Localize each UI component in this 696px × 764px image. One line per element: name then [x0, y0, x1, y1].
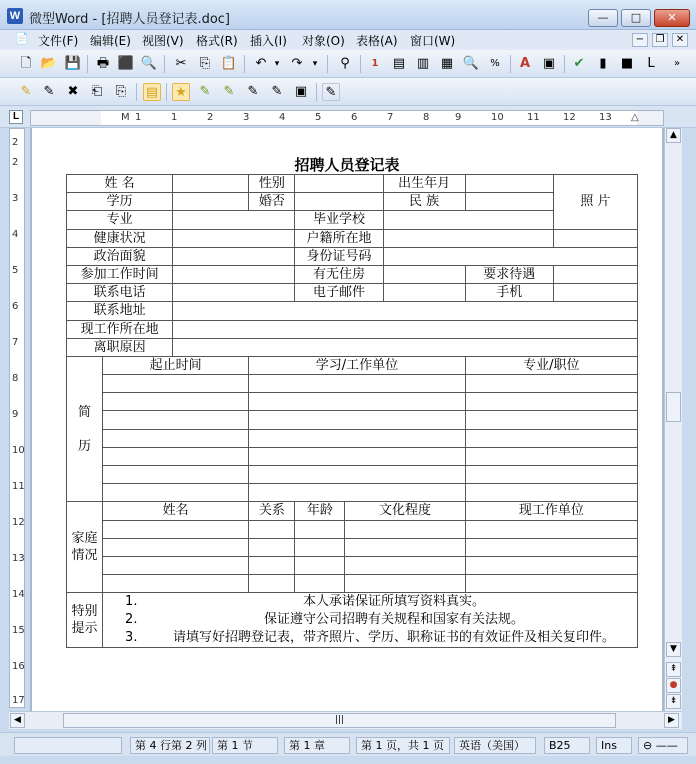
- reject-all-icon[interactable]: ✎: [271, 84, 283, 99]
- family-section-label: [67, 502, 103, 593]
- label-hukou: 户籍所在地: [295, 229, 383, 247]
- ruler-number: 9: [12, 409, 19, 420]
- toolbar-separator: [316, 83, 317, 101]
- family-cell[interactable]: [295, 520, 345, 538]
- status-section: 第 1 节: [212, 737, 278, 754]
- next-comment-icon[interactable]: ⎘: [115, 84, 127, 99]
- horizontal-scroll-thumb[interactable]: |||: [63, 713, 616, 728]
- highlight-icon[interactable]: ✎: [20, 84, 32, 99]
- edit-comment-icon[interactable]: ✎: [43, 84, 55, 99]
- page-number-icon[interactable]: 1: [371, 58, 379, 69]
- ruler-number: 8: [423, 112, 430, 123]
- doc-restore-button[interactable]: ❐: [652, 33, 668, 47]
- ruler-number: 5: [315, 112, 322, 123]
- copy-icon[interactable]: ⎘: [199, 56, 211, 71]
- label-gender: 性别: [249, 175, 295, 193]
- toolbar-separator: [136, 83, 137, 101]
- browse-object-icon[interactable]: ●: [666, 678, 681, 693]
- label-major: 专业: [67, 211, 173, 229]
- family-cell[interactable]: [103, 538, 249, 556]
- resume-cell[interactable]: [465, 429, 637, 447]
- field-leave-reason[interactable]: [173, 338, 638, 356]
- label-school: 毕业学校: [295, 211, 383, 229]
- ruler-number: 3: [12, 193, 19, 204]
- status-bar: [0, 732, 696, 756]
- item-text: 请填写好招聘登记表，带齐照片、学历、职称证书的有效证件及相关复印件。: [173, 630, 616, 646]
- status-cell: B25: [544, 737, 590, 754]
- redo-icon[interactable]: ↷: [291, 56, 303, 71]
- family-cell[interactable]: [295, 575, 345, 593]
- resume-cell[interactable]: [103, 429, 249, 447]
- spell-check-icon[interactable]: ✔: [573, 56, 585, 71]
- ruler-number: 6: [12, 301, 19, 312]
- family-cell[interactable]: [345, 575, 465, 593]
- ruler-number: 16: [12, 661, 25, 672]
- status-insert-mode[interactable]: Ins: [596, 737, 632, 754]
- document-area: [30, 128, 664, 711]
- frame-icon[interactable]: L: [647, 56, 655, 71]
- label-mobile: 手机: [465, 284, 553, 302]
- resume-cell[interactable]: [103, 484, 249, 502]
- toolbar-separator: [244, 55, 245, 73]
- resume-row: [67, 375, 638, 393]
- label-birth: 出生年月: [383, 175, 465, 193]
- document-title: 招聘人员登记表: [294, 156, 400, 174]
- family-cell[interactable]: [345, 538, 465, 556]
- scroll-right-icon[interactable]: ▶: [664, 713, 679, 728]
- form-row: [67, 284, 638, 302]
- label-email: 电子邮件: [295, 284, 383, 302]
- paste-icon[interactable]: 📋: [220, 56, 238, 71]
- resume-header-unit: 学习/工作单位: [249, 356, 465, 374]
- ruler-number: 1: [135, 112, 142, 123]
- reviewing-pane-icon[interactable]: ▣: [294, 84, 308, 99]
- resume-label-text: 简 历: [78, 404, 92, 454]
- next-page-icon[interactable]: ⇟: [666, 694, 681, 709]
- form-row: [67, 211, 638, 229]
- ruler-number: 1: [171, 112, 178, 123]
- label-political: 政治面貌: [67, 247, 173, 265]
- undo-icon[interactable]: ↶: [255, 56, 267, 71]
- field-birth[interactable]: [465, 175, 553, 193]
- ruler-number: 10: [12, 445, 25, 456]
- field-gender[interactable]: [295, 175, 383, 193]
- ruler-number: 4: [279, 112, 286, 123]
- form-row: [67, 320, 638, 338]
- family-cell[interactable]: [465, 575, 637, 593]
- print-icon[interactable]: 🖶: [96, 56, 110, 71]
- menu-window[interactable]: 窗口(W): [410, 34, 456, 48]
- track-changes-icon[interactable]: ▤: [143, 83, 161, 101]
- family-label-text: 家庭 情况: [71, 531, 98, 564]
- ruler-number: 2: [12, 137, 19, 148]
- item-text: 本人承诺保证所填写资料真实。: [303, 594, 486, 610]
- family-header-age: 年龄: [295, 502, 345, 520]
- family-cell[interactable]: [249, 520, 295, 538]
- label-idno: 身份证号码: [295, 247, 383, 265]
- field-phone[interactable]: [173, 284, 295, 302]
- ruler-number: 15: [12, 625, 25, 636]
- family-cell[interactable]: [249, 538, 295, 556]
- toolbar-separator: [360, 55, 361, 73]
- item-number: 2.: [125, 612, 138, 628]
- accept-change-icon[interactable]: ✎: [199, 84, 211, 99]
- field-name[interactable]: [173, 175, 249, 193]
- label-housing: 有无住房: [295, 265, 383, 283]
- chart-icon[interactable]: ▮: [599, 56, 607, 71]
- family-cell[interactable]: [465, 556, 637, 574]
- accept-all-icon[interactable]: ✎: [247, 84, 259, 99]
- reject-change-icon[interactable]: ✎: [223, 84, 235, 99]
- form-row: [67, 338, 638, 356]
- family-header-workplace: 现工作单位: [465, 502, 637, 520]
- toolbar-separator: [166, 83, 167, 101]
- field-email[interactable]: [383, 284, 465, 302]
- form-row: [67, 247, 638, 265]
- family-cell[interactable]: [103, 520, 249, 538]
- label-current-work: 现工作所在地: [67, 320, 173, 338]
- minimize-button[interactable]: —: [588, 9, 618, 27]
- menu-bar: [0, 30, 696, 50]
- family-cell[interactable]: [345, 556, 465, 574]
- resume-section-label: [67, 356, 103, 502]
- doc-minimize-button[interactable]: −: [632, 33, 648, 47]
- menu-view[interactable]: 视图(V): [142, 34, 184, 48]
- toolbar-separator: [164, 55, 165, 73]
- resume-cell[interactable]: [465, 393, 637, 411]
- zoom-percent-icon[interactable]: %: [490, 58, 500, 69]
- find-binoculars-icon[interactable]: ⚲: [340, 56, 350, 71]
- scroll-left-icon[interactable]: ◀: [10, 713, 25, 728]
- ruler-number: 13: [599, 112, 612, 123]
- vertical-scrollbar[interactable]: [664, 128, 682, 711]
- field-mobile[interactable]: [553, 284, 637, 302]
- declaration-item: [103, 611, 637, 629]
- field-address[interactable]: [173, 302, 638, 320]
- family-header-education: 文化程度: [345, 502, 465, 520]
- menu-table[interactable]: 表格(A): [356, 34, 398, 48]
- status-chapter: 第 1 章: [284, 737, 350, 754]
- field-idno[interactable]: [383, 247, 637, 265]
- ruler-number: 12: [563, 112, 576, 123]
- ruler-text-area: [101, 111, 637, 125]
- header-footer-icon[interactable]: ▤: [392, 56, 406, 71]
- ruler-number: 2: [207, 112, 214, 123]
- ruler-number: 5: [12, 265, 19, 276]
- text-box-icon[interactable]: ▣: [542, 56, 556, 71]
- review-toolbar: [0, 78, 696, 106]
- resume-cell[interactable]: [103, 411, 249, 429]
- resume-cell[interactable]: [249, 447, 465, 465]
- new-document-icon[interactable]: 🗋: [20, 56, 32, 71]
- zoom-icon[interactable]: 🔍: [462, 56, 480, 71]
- family-cell[interactable]: [295, 556, 345, 574]
- family-cell[interactable]: [249, 575, 295, 593]
- resume-row: [67, 411, 638, 429]
- undo-dropdown-icon[interactable]: ▾: [274, 59, 280, 69]
- ruler-number: 14: [12, 589, 25, 600]
- field-ethnicity[interactable]: [465, 193, 553, 211]
- maximize-button[interactable]: □: [621, 9, 651, 27]
- scroll-up-icon[interactable]: ▲: [666, 128, 681, 143]
- resume-cell[interactable]: [465, 411, 637, 429]
- field-treatment[interactable]: [553, 265, 637, 283]
- item-text: 保证遵守公司招聘有关规程和国家有关法规。: [264, 612, 525, 628]
- window-title: 微型Word - [招聘人员登记表.doc]: [29, 12, 230, 27]
- registration-form-table[interactable]: [66, 174, 638, 648]
- resume-cell[interactable]: [103, 466, 249, 484]
- ruler-indent-marker[interactable]: M: [121, 112, 130, 123]
- ruler-number: 3: [243, 112, 250, 123]
- word-app-icon[interactable]: W: [7, 8, 23, 24]
- title-bar: [0, 0, 696, 30]
- delete-comment-icon[interactable]: ✖: [67, 84, 79, 99]
- ruler-number: 17: [12, 695, 25, 706]
- family-row: [67, 538, 638, 556]
- label-education: 学历: [67, 193, 173, 211]
- item-number: 3.: [125, 630, 138, 646]
- form-row: [67, 302, 638, 320]
- form-row: [67, 265, 638, 283]
- object-icon[interactable]: ■: [620, 56, 634, 71]
- toolbar-separator: [327, 55, 328, 73]
- item-number: 1.: [125, 594, 138, 610]
- field-hukou[interactable]: [383, 229, 553, 247]
- resume-cell[interactable]: [465, 466, 637, 484]
- resume-row: [67, 429, 638, 447]
- ruler-number: 6: [351, 112, 358, 123]
- field-worktime[interactable]: [173, 265, 295, 283]
- declaration-row: [67, 593, 638, 648]
- family-cell[interactable]: [249, 556, 295, 574]
- status-page: 第 1 页，共 1 页: [356, 737, 450, 754]
- label-phone: 联系电话: [67, 284, 173, 302]
- page-layout-icon[interactable]: ▥: [416, 56, 430, 71]
- field-major[interactable]: [173, 211, 295, 229]
- resume-cell[interactable]: [103, 447, 249, 465]
- field-marital[interactable]: [295, 193, 383, 211]
- resume-header-period: 起止时间: [103, 356, 249, 374]
- family-cell[interactable]: [465, 520, 637, 538]
- family-cell[interactable]: [465, 538, 637, 556]
- horizontal-scrollbar[interactable]: [9, 711, 682, 729]
- toolbar-separator: [564, 55, 565, 73]
- doc-close-button[interactable]: ✕: [672, 33, 688, 47]
- resume-cell[interactable]: [465, 375, 637, 393]
- family-cell[interactable]: [295, 538, 345, 556]
- resume-row: [67, 447, 638, 465]
- resume-cell[interactable]: [249, 466, 465, 484]
- family-cell[interactable]: [345, 520, 465, 538]
- label-marital: 婚否: [249, 193, 295, 211]
- declaration-item: [103, 629, 637, 647]
- resume-cell[interactable]: [249, 484, 465, 502]
- open-folder-icon[interactable]: 📂: [40, 56, 58, 71]
- scroll-thumb[interactable]: [666, 392, 681, 422]
- font-color-icon[interactable]: A: [519, 56, 531, 71]
- zoom-slider[interactable]: ⊖ ——: [638, 737, 688, 754]
- ruler-number: 12: [12, 517, 25, 528]
- menu-insert[interactable]: 插入(I): [250, 34, 287, 48]
- show-markup-icon[interactable]: ★: [172, 83, 190, 101]
- ruler-number: 10: [491, 112, 504, 123]
- tab-stop-selector[interactable]: L: [9, 110, 23, 124]
- compare-documents-icon[interactable]: ✎: [322, 83, 340, 101]
- menu-object[interactable]: 对象(O): [302, 34, 345, 48]
- ruler-number: 8: [12, 373, 19, 384]
- label-name: 姓 名: [67, 175, 173, 193]
- status-empty: [14, 737, 122, 754]
- vertical-ruler[interactable]: [9, 128, 25, 708]
- save-icon[interactable]: 💾: [64, 56, 82, 71]
- declaration-label: [67, 593, 103, 648]
- resume-cell[interactable]: [103, 375, 249, 393]
- ruler-number: 11: [12, 481, 25, 492]
- label-treatment: 要求待遇: [465, 265, 553, 283]
- redo-dropdown-icon[interactable]: ▾: [312, 59, 318, 69]
- resume-header-row: [67, 356, 638, 374]
- resume-cell[interactable]: [249, 393, 465, 411]
- horizontal-ruler-row: [0, 106, 696, 128]
- declaration-label-text: 特别 提示: [71, 604, 98, 637]
- ruler-number: 7: [387, 112, 394, 123]
- horizontal-ruler[interactable]: [30, 110, 664, 126]
- resume-row: [67, 484, 638, 502]
- resume-cell[interactable]: [465, 447, 637, 465]
- label-health: 健康状况: [67, 229, 173, 247]
- ruler-number: 9: [455, 112, 462, 123]
- document-menu-icon[interactable]: 📄: [15, 32, 29, 45]
- form-row: [67, 193, 638, 211]
- photo-cell[interactable]: 照 片: [553, 175, 637, 230]
- ruler-number: 2: [12, 157, 19, 168]
- ruler-number: 11: [527, 112, 540, 123]
- ruler-number: 7: [12, 337, 19, 348]
- form-row: [67, 229, 638, 247]
- family-header-name: 姓名: [103, 502, 249, 520]
- family-row: [67, 556, 638, 574]
- menu-file[interactable]: 文件(F): [38, 34, 79, 48]
- family-header-row: [67, 502, 638, 520]
- document-page[interactable]: [32, 128, 662, 711]
- field-housing[interactable]: [383, 265, 465, 283]
- previous-page-icon[interactable]: ⇞: [666, 662, 681, 677]
- resume-cell[interactable]: [249, 375, 465, 393]
- resume-row: [67, 466, 638, 484]
- label-ethnicity: 民 族: [383, 193, 465, 211]
- declaration-content[interactable]: [103, 593, 638, 648]
- family-cell[interactable]: [103, 575, 249, 593]
- field-political[interactable]: [173, 247, 295, 265]
- resume-header-position: 专业/职位: [465, 356, 637, 374]
- two-page-view-icon[interactable]: ▦: [440, 56, 454, 71]
- scroll-down-icon[interactable]: ▼: [666, 642, 681, 657]
- previous-comment-icon[interactable]: ⎗: [91, 84, 103, 99]
- field-school[interactable]: [383, 211, 553, 229]
- label-leave-reason: 离职原因: [67, 338, 173, 356]
- field-photo-extra[interactable]: [553, 229, 637, 247]
- family-header-relation: 关系: [249, 502, 295, 520]
- field-current-work[interactable]: [173, 320, 638, 338]
- resume-row: [67, 393, 638, 411]
- menu-format[interactable]: 格式(R): [196, 34, 238, 48]
- family-row: [67, 575, 638, 593]
- close-button[interactable]: ✕: [654, 9, 690, 27]
- resume-cell[interactable]: [249, 429, 465, 447]
- resume-cell[interactable]: [249, 411, 465, 429]
- standard-toolbar: [0, 50, 696, 78]
- label-worktime: 参加工作时间: [67, 265, 173, 283]
- status-language: 英语（美国）: [454, 737, 536, 754]
- toolbar-more-icon[interactable]: »: [673, 58, 681, 69]
- toolbar-separator: [510, 55, 511, 73]
- family-row: [67, 520, 638, 538]
- form-row: [67, 175, 638, 193]
- family-cell[interactable]: [103, 556, 249, 574]
- ruler-number: 13: [12, 553, 25, 564]
- right-indent-marker[interactable]: △: [631, 112, 639, 123]
- print-preview-icon[interactable]: 🔍: [140, 56, 158, 71]
- declaration-item: [103, 593, 637, 611]
- toolbar-separator: [87, 55, 88, 73]
- field-education[interactable]: [173, 193, 249, 211]
- ruler-number: 4: [12, 229, 19, 240]
- resume-cell[interactable]: [465, 484, 637, 502]
- resume-cell[interactable]: [103, 393, 249, 411]
- pdf-export-icon[interactable]: ⬛: [117, 56, 135, 71]
- status-position: 第 4 行第 2 列: [130, 737, 210, 754]
- menu-edit[interactable]: 编辑(E): [90, 34, 131, 48]
- label-address: 联系地址: [67, 302, 173, 320]
- cut-icon[interactable]: ✂: [175, 56, 187, 71]
- field-health[interactable]: [173, 229, 295, 247]
